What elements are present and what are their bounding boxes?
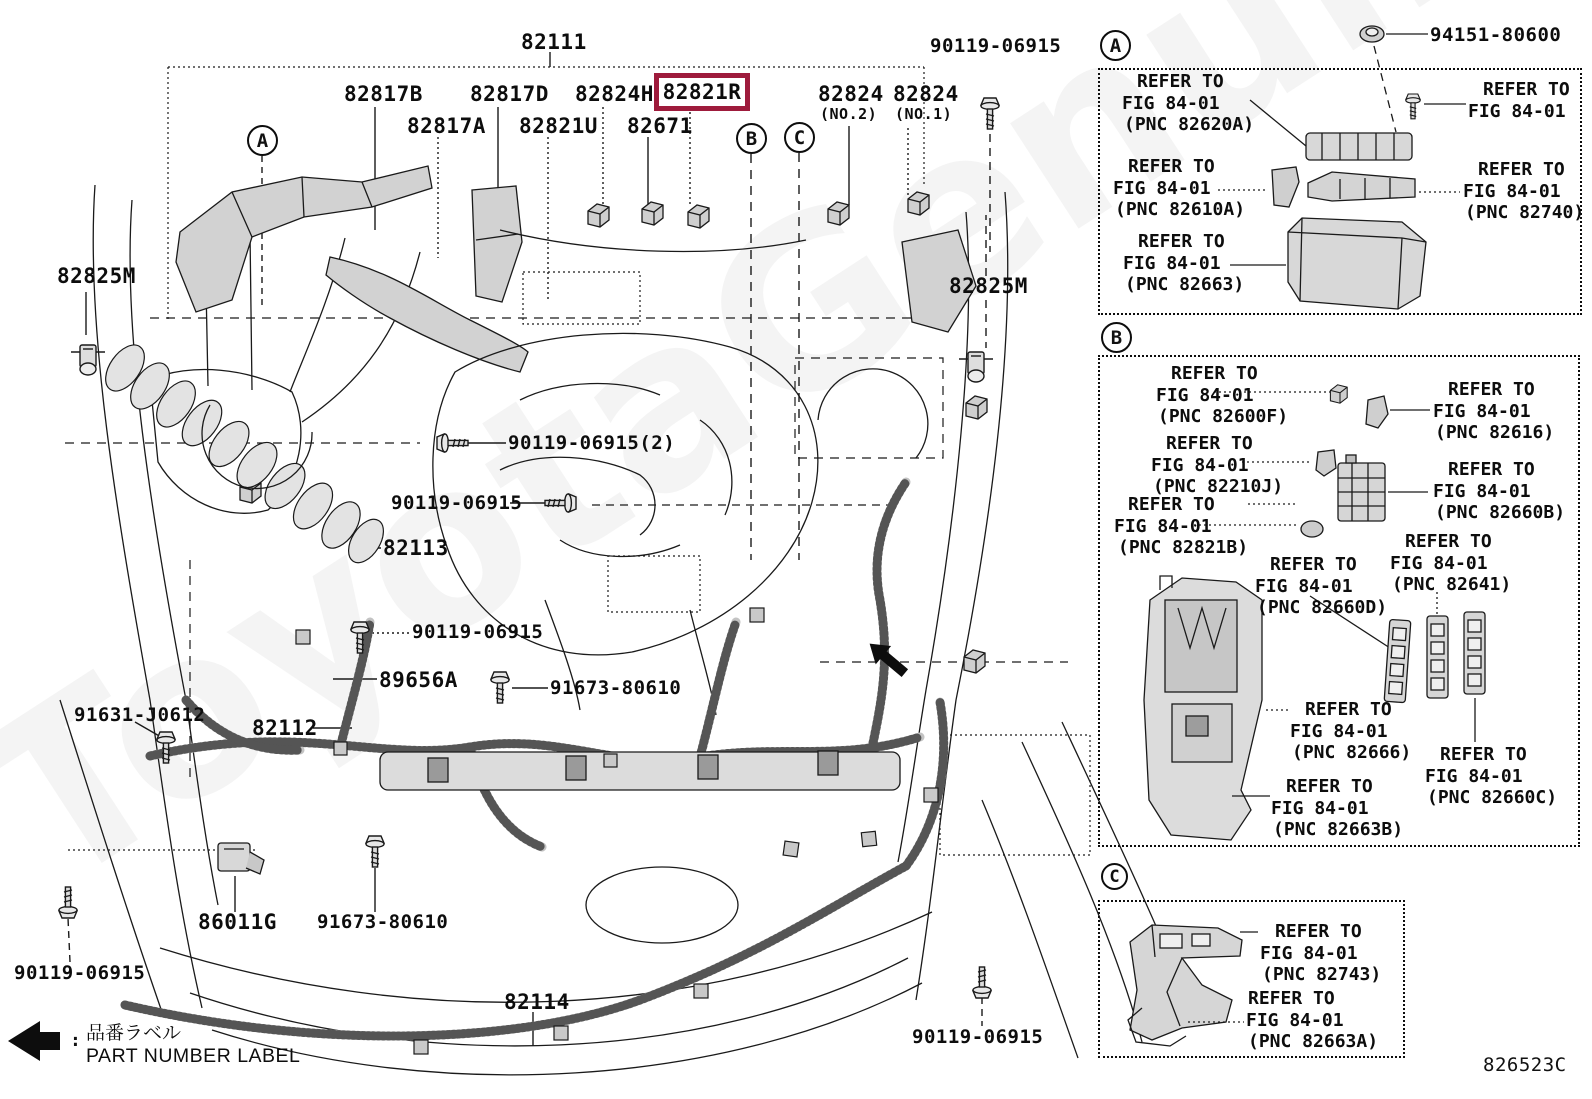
ref-line: FIG 84-01: [1151, 454, 1249, 476]
ref-block-82663B: [1271, 776, 1403, 841]
ref-line: (PNC 82663A): [1248, 1031, 1379, 1052]
part-label-91673-bottom: 91673-80610: [317, 911, 449, 933]
ref-line: FIG 84-01: [1463, 180, 1561, 202]
bumper-beam: [380, 751, 900, 790]
ref-line: (PNC 82740): [1465, 202, 1585, 223]
ref-line: (PNC 82660C): [1427, 787, 1558, 808]
ref-line: (PNC 82641): [1392, 574, 1512, 595]
part-label-82817B: 82817B: [344, 82, 423, 106]
panel-letter: B: [1110, 326, 1123, 349]
figure-code: 826523C: [1483, 1054, 1567, 1076]
ref-line: FIG 84-01: [1425, 765, 1523, 787]
part-label-82821R: 82821R: [662, 79, 742, 104]
intake-hose: [98, 338, 391, 569]
part-label-82824-no2-sub: (NO.2): [820, 105, 878, 123]
footnote-colon: :: [70, 1030, 81, 1051]
part-label-90119-bottom-right: 90119-06915: [912, 1026, 1044, 1048]
ref-block-82821B: [1114, 494, 1249, 559]
ref-block-82660B: [1433, 459, 1565, 524]
part-label-82824-no1-sub: (NO.1): [895, 105, 953, 123]
part-label-91631-J0612: 91631-J0612: [74, 704, 206, 726]
part-label-82114: 82114: [504, 990, 570, 1014]
ref-line: (PNC 82821B): [1118, 537, 1249, 558]
panel-letter: C: [1109, 866, 1120, 887]
ref-line: REFER TO: [1440, 744, 1527, 765]
footnote-english: PART NUMBER LABEL: [86, 1045, 301, 1067]
callout-letter: C: [793, 126, 806, 149]
part-label-82825M-left: 82825M: [57, 264, 136, 288]
ref-block-82210J: [1151, 433, 1283, 498]
callout-circle-b: [736, 123, 767, 154]
clamp-icons: [71, 345, 993, 382]
part-label-82824-no2: 82824: [818, 82, 884, 106]
cowl-brackets: [176, 166, 976, 372]
ref-block-82663: [1123, 231, 1244, 296]
ref-line: (PNC 82663B): [1273, 819, 1404, 840]
part-label-82817A: 82817A: [407, 114, 486, 138]
ref-line: FIG 84-01: [1433, 480, 1531, 502]
part-label-86011G: 86011G: [198, 910, 277, 934]
ref-line: REFER TO: [1478, 159, 1565, 180]
ref-block-82663A: [1246, 988, 1378, 1053]
ref-line: REFER TO: [1483, 79, 1570, 100]
ref-line: FIG 84-01: [1114, 515, 1212, 537]
highlight-box-82821R: [654, 73, 750, 111]
part-label-82111: 82111: [521, 30, 587, 54]
callout-circle-a: [247, 125, 278, 156]
ref-block-82610A: [1113, 156, 1245, 221]
ref-line: REFER TO: [1166, 433, 1253, 454]
callout-circle-c: [784, 122, 815, 153]
part-label-90119-bottom-left: 90119-06915: [14, 962, 146, 984]
part-label-94151-80600: 94151-80600: [1430, 24, 1562, 46]
part-label-82671: 82671: [627, 114, 693, 138]
part-label-90119-x2: 90119-06915(2): [508, 432, 676, 454]
ref-line: FIG 84-01: [1156, 384, 1254, 406]
ref-line: FIG 84-01: [1246, 1009, 1344, 1031]
ref-line: FIG 84-01: [1113, 177, 1211, 199]
ref-line: REFER TO: [1128, 156, 1215, 177]
part-label-82825M-right: 82825M: [949, 274, 1028, 298]
ref-line: (PNC 82743): [1262, 964, 1382, 985]
ref-line: FIG 84-01: [1290, 720, 1388, 742]
part-label-91673-mid: 91673-80610: [550, 677, 682, 699]
callout-letter: A: [256, 129, 269, 152]
panel-c-circle: [1101, 863, 1128, 890]
ref-block-82616: [1433, 379, 1554, 444]
ref-block-82600F: [1156, 363, 1288, 428]
ref-line: REFER TO: [1138, 231, 1225, 252]
ref-line: REFER TO: [1137, 71, 1224, 92]
ref-block-82666: [1290, 699, 1411, 764]
ref-block-82620A: [1122, 71, 1254, 136]
panel-letter: A: [1109, 34, 1122, 57]
car-body-outline: [60, 185, 1192, 1075]
ref-line: (PNC 82616): [1435, 422, 1555, 443]
ref-block-82740: [1463, 159, 1584, 224]
ref-line: (PNC 82610A): [1115, 199, 1246, 220]
ref-line: FIG 84-01: [1123, 252, 1221, 274]
ref-block-82743: [1260, 921, 1381, 986]
ref-line: (PNC 82600F): [1158, 406, 1289, 427]
ref-line: (PNC 82663): [1125, 274, 1245, 295]
panel-a-circle: [1100, 30, 1131, 61]
part-label-90119-top-right: 90119-06915: [930, 35, 1062, 57]
ref-line: (PNC 82210J): [1153, 476, 1284, 497]
footnote-japanese: 品番ラベル: [86, 1022, 182, 1044]
ref-line: REFER TO: [1448, 459, 1535, 480]
ref-line: FIG 84-01: [1433, 400, 1531, 422]
ref-line: FIG 84-01: [1390, 552, 1488, 574]
ref-line: REFER TO: [1171, 363, 1258, 384]
part-label-82817D: 82817D: [470, 82, 549, 106]
part-label-82112: 82112: [252, 716, 318, 740]
ref-line: REFER TO: [1305, 699, 1392, 720]
relay-icon: [218, 843, 264, 874]
part-label-89656A: 89656A: [379, 668, 458, 692]
part-label-90119-mid: 90119-06915: [391, 492, 523, 514]
ref-block-82660D: [1255, 554, 1387, 619]
ref-line: REFER TO: [1248, 988, 1335, 1009]
part-label-82821U: 82821U: [519, 114, 598, 138]
engine-block: [202, 230, 928, 715]
ref-line: REFER TO: [1270, 554, 1357, 575]
ref-block-a-plain: [1468, 79, 1570, 122]
panel-b-circle: [1101, 322, 1132, 353]
ref-line: (PNC 82660B): [1435, 502, 1566, 523]
ref-block-82641: [1390, 531, 1511, 596]
ref-line: FIG 84-01: [1260, 942, 1358, 964]
ref-line: REFER TO: [1405, 531, 1492, 552]
part-label-90119-low: 90119-06915: [412, 621, 544, 643]
ref-line: (PNC 82620A): [1124, 114, 1255, 135]
ref-line: REFER TO: [1286, 776, 1373, 797]
ref-line: (PNC 82660D): [1257, 597, 1388, 618]
ref-line: FIG 84-01: [1122, 92, 1220, 114]
part-label-82824H: 82824H: [575, 82, 654, 106]
part-label-82824-no1: 82824: [893, 82, 959, 106]
ref-line: FIG 84-01: [1468, 100, 1566, 122]
pointer-arrows: [8, 634, 913, 1061]
ref-line: (PNC 82666): [1292, 742, 1412, 763]
ref-line: REFER TO: [1128, 494, 1215, 515]
ref-block-82660C: [1425, 744, 1557, 809]
ref-line: REFER TO: [1448, 379, 1535, 400]
ref-line: REFER TO: [1275, 921, 1362, 942]
ref-line: FIG 84-01: [1271, 797, 1369, 819]
part-label-82113: 82113: [383, 536, 449, 560]
ref-line: FIG 84-01: [1255, 575, 1353, 597]
callout-letter: B: [745, 127, 758, 150]
